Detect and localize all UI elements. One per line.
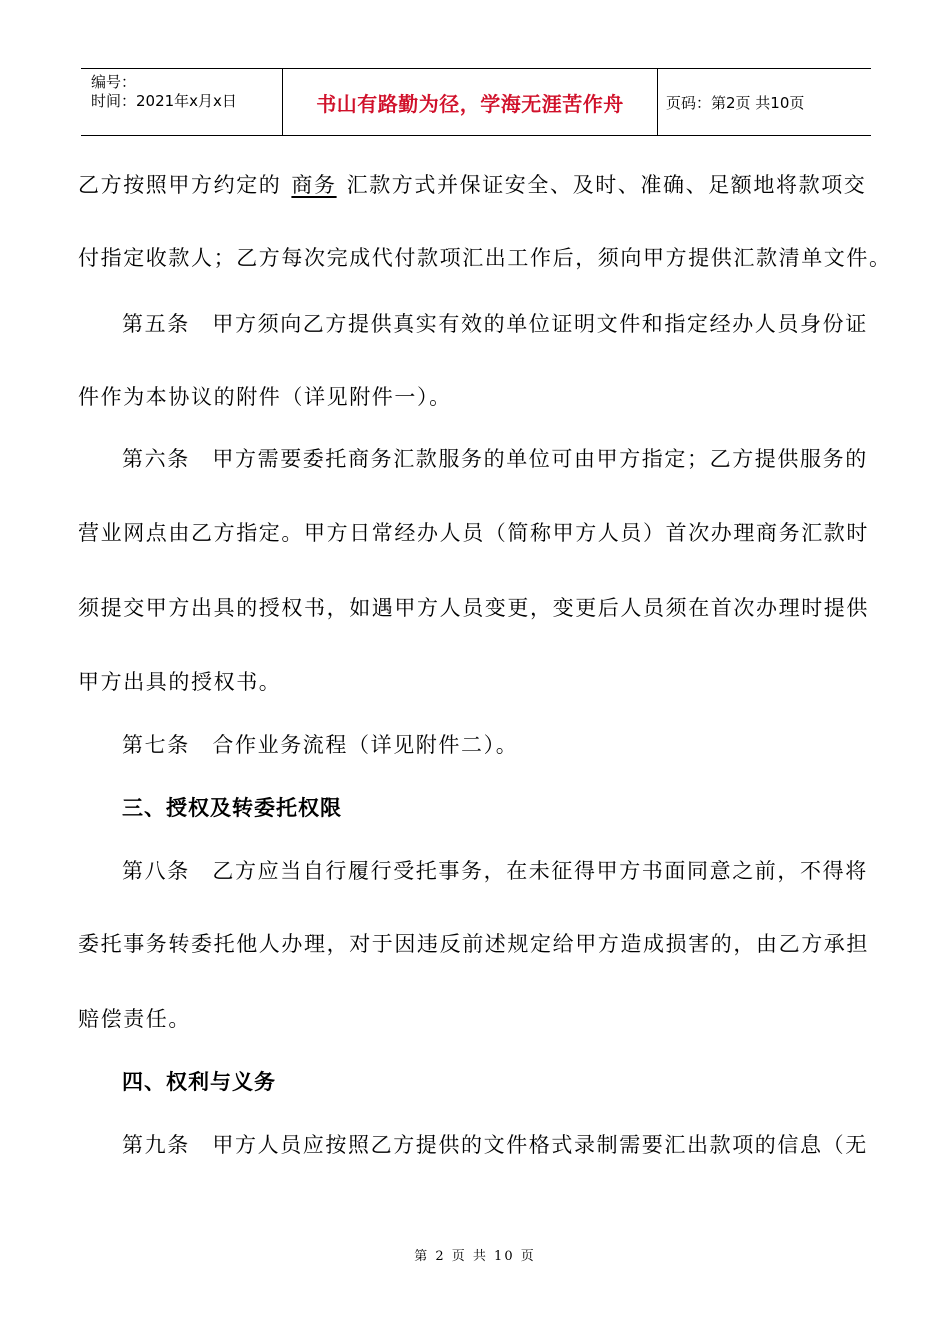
paragraph-line — [78, 170, 872, 200]
article-8-line: 委托事务转委托他人办理，对于因违反前述规定给甲方造成损害的，由乙方承担 — [78, 932, 869, 956]
paragraph-line: 付指定收款人；乙方每次完成代付款项汇出工作后，须向甲方提供汇款清单文件。 — [78, 246, 892, 270]
document-number-label: 编号： — [91, 73, 137, 91]
section-4-heading: 四、权利与义务 — [122, 1070, 276, 1094]
article-6-line: 甲方出具的授权书。 — [78, 670, 282, 694]
text-segment: 汇款方式并保证安全、及时、准确、足额地将款项交 — [346, 173, 867, 197]
article-6-line: 营业网点由乙方指定。甲方日常经办人员（简称甲方人员）首次办理商务汇款时 — [78, 521, 869, 545]
article-6-line: 第六条 甲方需要委托商务汇款服务的单位可由甲方指定；乙方提供服务的 — [122, 447, 868, 471]
header-page-info: 页码：第2页 共10页 — [666, 93, 805, 112]
article-5-line: 第五条 甲方须向乙方提供真实有效的单位证明文件和指定经办人员身份证 — [122, 312, 868, 336]
page-header — [81, 68, 871, 136]
underlined-remittance-type: 商务 — [291, 173, 337, 197]
article-6-line: 须提交甲方出具的授权书，如遇甲方人员变更，变更后人员须在首次办理时提供 — [78, 596, 869, 620]
section-3-heading: 三、授权及转委托权限 — [122, 796, 342, 820]
article-8-line: 第八条 乙方应当自行履行受托事务，在未征得甲方书面同意之前，不得将 — [122, 859, 868, 883]
article-7-line: 第七条 合作业务流程（详见附件二）。 — [122, 733, 519, 757]
article-8-line: 赔偿责任。 — [78, 1007, 191, 1031]
page-footer: 第 2 页 共 10 页 — [414, 1249, 536, 1264]
article-9-line: 第九条 甲方人员应按照乙方提供的文件格式录制需要汇出款项的信息（无 — [122, 1133, 868, 1157]
document-date-label: 时间：2021年x月x日 — [91, 92, 237, 110]
header-motto: 书山有路勤为径，学海无涯苦作舟 — [282, 69, 658, 135]
text-segment: 乙方按照甲方约定的 — [78, 173, 282, 197]
header-meta-cell — [81, 69, 282, 135]
article-5-line: 件作为本协议的附件（详见附件一）。 — [78, 385, 452, 409]
